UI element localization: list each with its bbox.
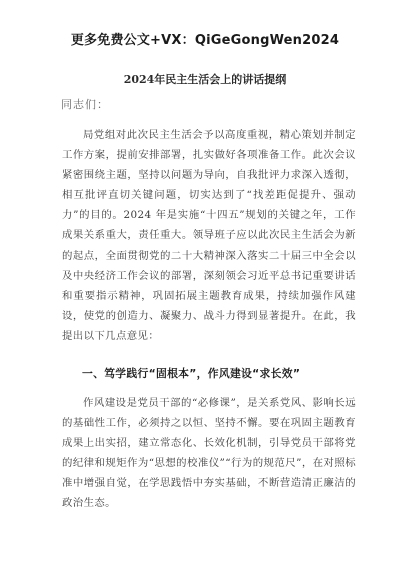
promo-banner: 更多免费公文+VX：QiGeGongWen2024 — [70, 33, 340, 48]
salutation: 同志们： — [61, 98, 109, 111]
section-heading-1: 一、笃学践行“固根本”，作风建设“求长效” — [82, 367, 301, 380]
body-paragraph-intro: 局党组对此次民主生活会予以高度重视，精心策划并制定工作方案，提前安排部署，扎实做好各项准备工作。此次会议紧密围绕主题，坚持以问题为导向，自我批评力求深入透彻，相互批评直切关键问题，切实达到了“找差距促提升、强动力”的目的。2024 年是实施“十四五”规划的关键之年，工作成果关系重大，责任重大。领导班子应以此次民主生活会为新的起点，全面贯彻党的二十大精神深入落实二十届三中全会以及中央经济工作会议的部署，深刻领会习近平总书记重要讲话和重要指示精神，巩固拓展主题教育成果，持续加强作风建设，使党的创造力、凝聚力、战斗力得到显著提升。在此，我提出以下几点意见： — [62, 129, 356, 342]
document-title: 2024年民主生活会上的讲话提纲 — [123, 73, 287, 86]
body-paragraph-section-1: 作风建设是党员干部的“必修课”，是关系党风、影响长远的基础性工作，必须持之以恒、坚持不懈。要在巩固主题教育成果上出实招，建立常态化、长效化机制，引导党员干部将党的纪律和规矩作为“思想的校准仪”“行为的规范尺”，在对照标准中增强自觉，在学思践悟中夯实基础，不断营造清正廉洁的政治生态。 — [62, 397, 356, 510]
